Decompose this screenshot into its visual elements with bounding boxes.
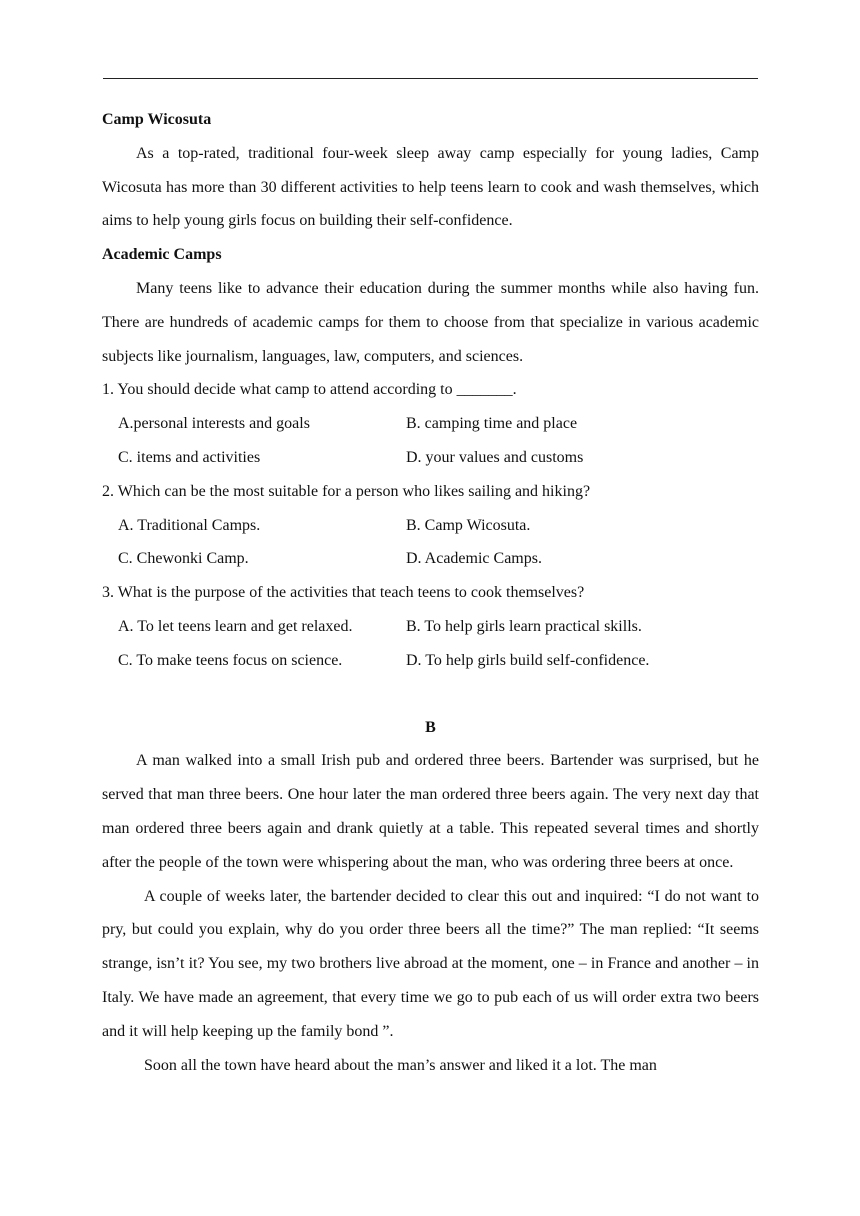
- header-rule: [103, 78, 758, 79]
- question-1-options-row-1: [102, 407, 759, 441]
- paragraph-camp-wicosuta: As a top-rated, traditional four-week sleep away camp especially for young ladies, Camp Wicosuta has more than 30 different activities to help teens learn to cook and wash themselves, which aims to help young girls focus on building their self-confidence.: [102, 144, 759, 230]
- question-3-options-row-1: [102, 610, 759, 644]
- part-b-paragraph-2: A couple of weeks later, the bartender decided to clear this out and inquired: “I do not want to pry, but could you explain, why do you order three beers all the time?” The man replied: “It seems strange, isn’t it? You see, my two brothers live abroad at the moment, one – in France and another – in Italy. We have made an agreement, that every time we go to pub each of us will order extra two beers and it will help keeping up the family bond ”.: [102, 887, 759, 1040]
- question-3-stem: 3. What is the purpose of the activities that teach teens to cook themselves?: [102, 584, 585, 602]
- question-3-options-row-2: [102, 644, 759, 678]
- option-b: B. camping time and place: [406, 415, 578, 433]
- part-b-label: B: [425, 718, 436, 736]
- document-body: [102, 103, 759, 1082]
- option-c: C. To make teens focus on science.: [118, 651, 343, 669]
- option-b: B. Camp Wicosuta.: [406, 516, 531, 534]
- question-1-stem: 1. You should decide what camp to attend according to _______.: [102, 381, 517, 399]
- option-a: A. Traditional Camps.: [118, 516, 261, 534]
- option-c: C. Chewonki Camp.: [118, 550, 249, 568]
- question-2-stem: 2. Which can be the most suitable for a person who likes sailing and hiking?: [102, 482, 591, 500]
- option-a: A.personal interests and goals: [118, 415, 310, 433]
- option-b: B. To help girls learn practical skills.: [406, 617, 642, 635]
- paragraph-academic-camps: Many teens like to advance their education during the summer months while also having fun. There are hundreds of academic camps for them to choose from that specialize in various academic subjects like journalism, languages, law, computers, and sciences.: [102, 279, 759, 365]
- section-heading-camp-wicosuta: Camp Wicosuta: [102, 111, 212, 128]
- option-a: A. To let teens learn and get relaxed.: [118, 617, 353, 635]
- section-heading-academic-camps: Academic Camps: [102, 246, 222, 264]
- option-d: D. your values and customs: [406, 448, 584, 466]
- question-1-options-row-2: [102, 441, 759, 475]
- option-d: D. To help girls build self-confidence.: [406, 651, 650, 669]
- question-2-options-row-1: [102, 509, 759, 543]
- question-2-options-row-2: [102, 542, 759, 576]
- option-d: D. Academic Camps.: [406, 550, 542, 568]
- part-b-paragraph-1: A man walked into a small Irish pub and ordered three beers. Bartender was surprised, but he served that man three beers. One hour later the man ordered three beers again. The very next day that man ordered three beers again and drank quietly at a table. This repeated several times and shortly after the people of the town were whispering about the man, who was ordering three beers at once.: [102, 752, 759, 871]
- option-c: C. items and activities: [118, 448, 261, 466]
- part-b-paragraph-3: Soon all the town have heard about the man’s answer and liked it a lot. The man: [144, 1056, 657, 1074]
